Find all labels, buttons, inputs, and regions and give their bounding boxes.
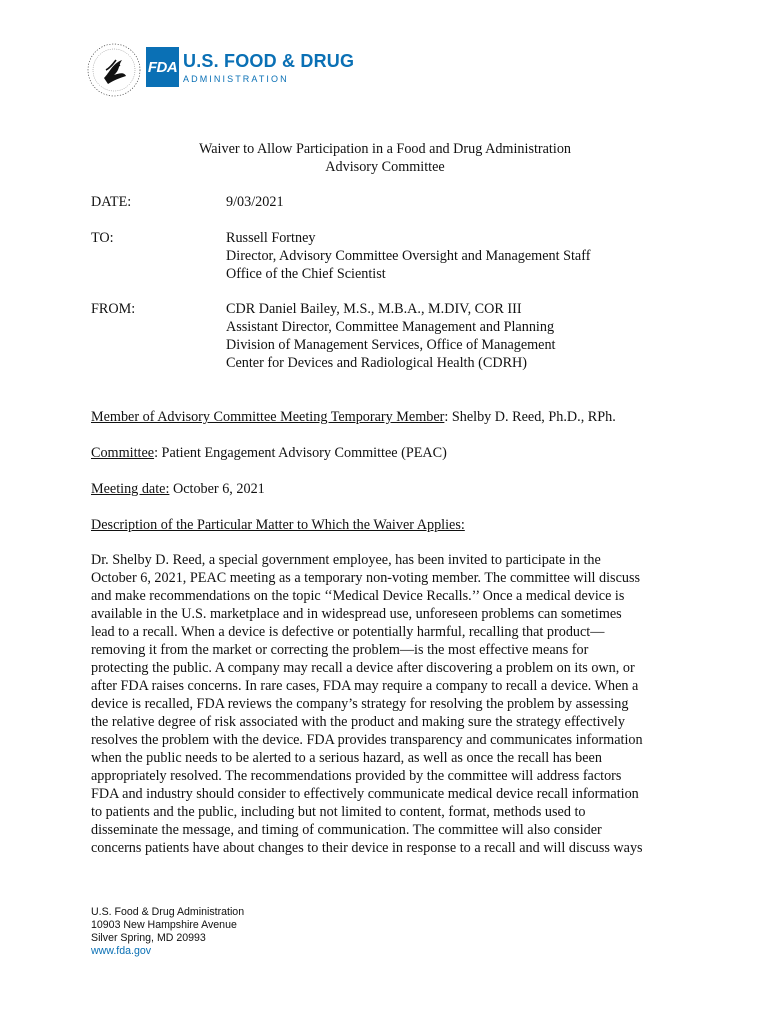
to-line: Office of the Chief Scientist xyxy=(226,266,386,282)
footer-street: 10903 New Hampshire Avenue xyxy=(91,919,237,931)
footer-agency: U.S. Food & Drug Administration xyxy=(91,906,245,918)
member-label: Member of Advisory Committee Meeting Temporary Member xyxy=(91,409,445,425)
date-value: 9/03/2021 xyxy=(226,194,284,210)
body-line: device is recalled, FDA reviews the company’s strategy for resolving the problem by assessing xyxy=(91,696,629,712)
body-line: after FDA raises concerns. In rare cases, FDA may require a company to recall a device. When a xyxy=(91,678,639,694)
meeting-date-field xyxy=(91,480,265,498)
body-line: disseminate the message, and timing of communication. The committee will also consider xyxy=(91,822,602,838)
to-line: Russell Fortney xyxy=(226,230,316,246)
footer-city: Silver Spring, MD 20993 xyxy=(91,932,206,944)
committee-field xyxy=(91,444,447,462)
description-heading: Description of the Particular Matter to Which the Waiver Applies: xyxy=(91,517,465,533)
agency-subtitle: ADMINISTRATION xyxy=(183,74,289,84)
body-line: the relative degree of risk associated with the product and making sure the strategy effectively xyxy=(91,714,625,730)
body-line: Dr. Shelby D. Reed, a special government employee, has been invited to participate in the xyxy=(91,552,601,568)
body-line: when the public needs to be alerted to a serious hazard, as well as once the recall has been xyxy=(91,750,602,766)
meeting-date-value: October 6, 2021 xyxy=(169,481,265,497)
agency-name: U.S. FOOD & DRUG xyxy=(183,51,355,71)
body-line: appropriately resolved. The recommendations provided by the committee will address factors xyxy=(91,768,622,784)
to-line: Director, Advisory Committee Oversight and Management Staff xyxy=(226,248,591,264)
hhs-seal-logo xyxy=(86,42,142,98)
meeting-date-label: Meeting date: xyxy=(91,481,170,497)
committee-value: : Patient Engagement Advisory Committee (PEAC) xyxy=(154,445,447,461)
from-line: Assistant Director, Committee Management and Planning xyxy=(226,319,555,335)
member-value: : Shelby D. Reed, Ph.D., RPh. xyxy=(444,409,616,425)
to-label: TO: xyxy=(91,230,114,246)
body-line: October 6, 2021, PEAC meeting as a temporary non-voting member. The committee will discuss xyxy=(91,570,641,586)
body-line: to patients and the public, including but not limited to content, format, methods used to xyxy=(91,804,586,820)
body-line: protecting the public. A company may recall a device after discovering a problem on its own, or xyxy=(91,660,635,676)
from-line: CDR Daniel Bailey, M.S., M.B.A., M.DIV, COR III xyxy=(226,301,522,317)
body-line: and make recommendations on the topic ‘‘Medical Device Recalls.’’ Once a medical device is xyxy=(91,588,625,604)
body-line: concerns patients have about changes to their device in response to a recall and will discuss ways xyxy=(91,840,643,856)
document-title-line1: Waiver to Allow Participation in a Food and Drug Administration xyxy=(198,141,572,157)
body-line: FDA and industry should consider to effectively communicate medical device recall information xyxy=(91,786,639,802)
footer-website-link[interactable]: www.fda.gov xyxy=(91,945,152,957)
body-line: removing it from the market or correcting the problem—is the most effective means for xyxy=(91,642,589,658)
fda-logo-mark: FDA xyxy=(146,47,179,87)
member-field xyxy=(91,408,616,426)
committee-label: Committee xyxy=(91,445,155,461)
date-label: DATE: xyxy=(91,194,132,210)
body-line: lead to a recall. When a device is defective or potentially harmful, recalling that product— xyxy=(91,624,605,640)
from-label: FROM: xyxy=(91,301,136,317)
from-line: Division of Management Services, Office of Management xyxy=(226,337,556,353)
from-line: Center for Devices and Radiological Health (CDRH) xyxy=(226,355,527,371)
body-line: available in the U.S. marketplace and in widespread use, unforeseen problems can sometimes xyxy=(91,606,622,622)
body-line: resolves the problem with the device. FDA provides transparency and communicates information xyxy=(91,732,643,748)
document-title-line2: Advisory Committee xyxy=(325,159,445,175)
